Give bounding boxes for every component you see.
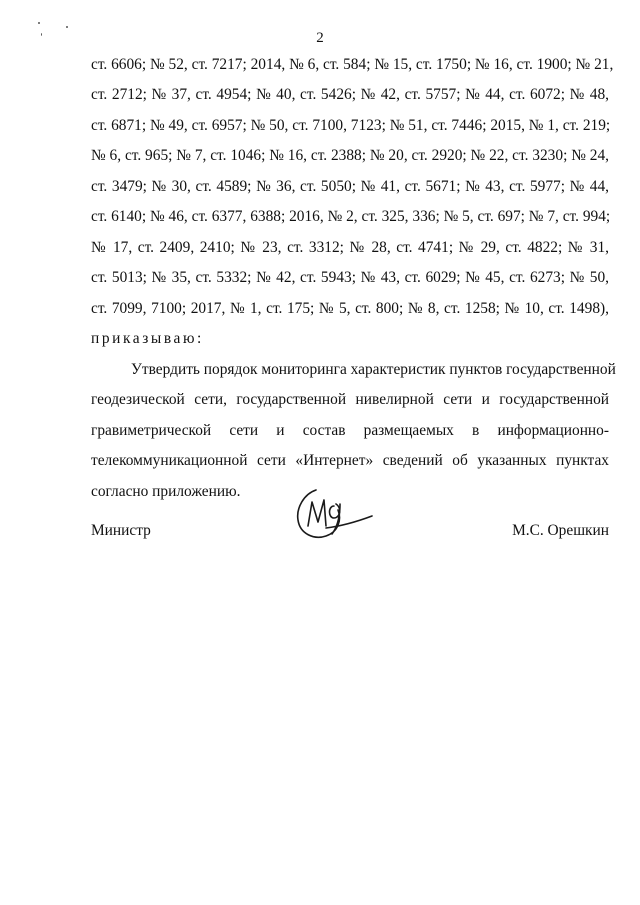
scan-speck bbox=[66, 26, 68, 28]
page-number: 2 bbox=[316, 30, 324, 46]
order-line: Утвердить порядок мониторинга характеристик пунктов государственной bbox=[131, 361, 616, 378]
citation-line: ст. 6606; № 52, ст. 7217; 2014, № 6, ст. 584; № 15, ст. 1750; № 16, ст. 1900; № 21, bbox=[91, 56, 614, 73]
order-line: телекоммуникационной сети «Интернет» сведений об указанных пунктах bbox=[91, 452, 609, 469]
signature-row bbox=[91, 522, 609, 544]
citation-line: ст. 6140; № 46, ст. 6377, 6388; 2016, № 2, ст. 325, 336; № 5, ст. 697; № 7, ст. 994; bbox=[91, 208, 611, 225]
order-line: согласно приложению. bbox=[91, 483, 241, 500]
citation-line: ст. 5013; № 35, ст. 5332; № 42, ст. 5943; № 43, ст. 6029; № 45, ст. 6273; № 50, bbox=[91, 269, 609, 286]
citation-line: ст. 6871; № 49, ст. 6957; № 50, ст. 7100, 7123; № 51, ст. 7446; 2015, № 1, ст. 219; bbox=[91, 117, 611, 134]
citation-line: ст. 7099, 7100; 2017, № 1, ст. 175; № 5, ст. 800; № 8, ст. 1258; № 10, ст. 1498), bbox=[91, 300, 609, 317]
order-word: приказываю: bbox=[91, 330, 204, 347]
order-line: гравиметрической сети и состав размещаемых в информационно- bbox=[91, 422, 609, 439]
signatory-name: М.С. Орешкин bbox=[512, 522, 609, 539]
citation-line: ст. 2712; № 37, ст. 4954; № 40, ст. 5426; № 42, ст. 5757; № 44, ст. 6072; № 48, bbox=[91, 86, 609, 103]
signatory-title: Министр bbox=[91, 522, 151, 539]
scan-speck bbox=[38, 22, 40, 24]
citation-line: ст. 3479; № 30, ст. 4589; № 36, ст. 5050; № 41, ст. 5671; № 43, ст. 5977; № 44, bbox=[91, 178, 609, 195]
order-line: геодезической сети, государственной нивелирной сети и государственной bbox=[91, 391, 609, 408]
citation-line: № 17, ст. 2409, 2410; № 23, ст. 3312; № 28, ст. 4741; № 29, ст. 4822; № 31, bbox=[91, 239, 609, 256]
citation-line: № 6, ст. 965; № 7, ст. 1046; № 16, ст. 2388; № 20, ст. 2920; № 22, ст. 3230; № 24, bbox=[91, 147, 609, 164]
